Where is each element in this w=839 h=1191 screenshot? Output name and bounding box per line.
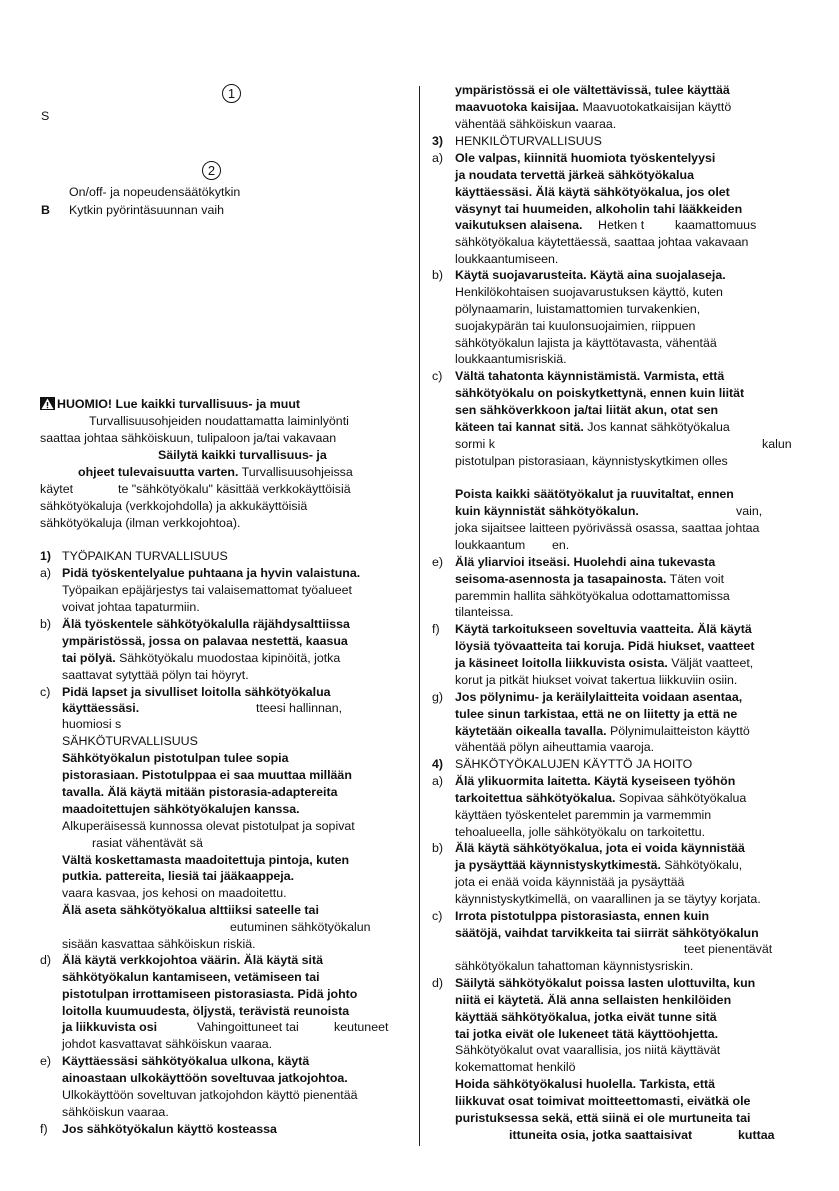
warning-line: Turvallisuusohjeiden noudattamatta laiminlyönti (89, 414, 349, 428)
text-line: Pidä työskentelyalue puhtaana ja hyvin valaistuna. (62, 566, 361, 580)
text-line (455, 99, 731, 116)
warning-triangle-icon (40, 397, 55, 410)
text-line: kuttaa (738, 1128, 775, 1142)
text-line: maadoitettujen sähkötyökalujen kanssa. (62, 802, 300, 816)
text-line: vain, (736, 504, 763, 518)
item-label: b) (432, 841, 444, 855)
text-bold: tai pölyä. (62, 651, 116, 665)
text-line: pölynaamarin, luistamattomien turvakenkien, (455, 302, 701, 316)
warning-line: käytet (40, 482, 74, 496)
warning-bold: ohjeet tulevaisuutta varten. (78, 465, 239, 479)
text-line: teet pienentävät (684, 942, 773, 956)
text-line: jota ei enää voida käynnistää ja pysäyttää (455, 875, 685, 889)
text-bold: käytetään oikealla tavalla. (455, 724, 607, 738)
text-line: Ole valpas, kiinnitä huomiota työskentelyysi (455, 151, 716, 165)
text-line: väsynyt tai huumeiden, alkoholin tahi lääkkeiden (455, 202, 743, 216)
text-line: tehoalueella, jolle sähkötyökalu on tarkoitettu. (455, 825, 706, 839)
warning-line: sähkötyökaluja (verkkojohdolla) ja akkukäyttöisiä (40, 499, 308, 513)
text-line: Säilytä sähkötyökalut poissa lasten ulottuvilta, kun (455, 976, 756, 990)
text-line: puristuksessa sekä, että siinä ei ole murtuneita tai (455, 1111, 751, 1125)
text-line: Älä aseta sähkötyökalua alttiiksi sateelle tai (62, 903, 319, 917)
onoff-switch-text: On/off- ja nopeudensäätökytkin (69, 185, 241, 199)
text-line: kuin käynnistät sähkötyökalun. (455, 504, 639, 518)
text-line: loukkaantum (455, 538, 526, 552)
item-label: a) (40, 566, 52, 580)
text-line (455, 571, 724, 588)
text-line (455, 419, 730, 436)
text-line: sähkötyökalun lajista ja käyttötavasta, vähentää (455, 336, 717, 350)
text-line: tavalla. Älä käytä mitään pistorasia-adaptereita (62, 785, 338, 799)
text-line: kokemattomat henkilö (455, 1060, 576, 1074)
text-line: kalun (762, 437, 792, 451)
text-line: loitolla kuumuudesta, öljystä, terävistä reunoista (62, 1004, 350, 1018)
text-line: käyttää sähkötyökalua, jotka eivät tunne sitä (455, 1010, 717, 1024)
text-line: Henkilökohtaisen suojavarustuksen käyttö, kuten (455, 285, 723, 299)
text-rest: Sähkötyökalu muodostaa kipinöitä, jotka (119, 651, 341, 665)
text-line: Käytä tarkoitukseen soveltuvia vaatteita. Älä käytä (455, 622, 752, 636)
text-line: säätöjä, vaihdat tarvikkeita tai siirrät sähkötyökalun (455, 926, 759, 940)
text-line: sähkötyökalua käytettäessä, saattaa johtaa vakavaan (455, 235, 749, 249)
text-bold: maavuotoka kaisijaa. (455, 100, 579, 114)
section-number: 1) (40, 549, 52, 563)
text-line: käyttäen työskentelet paremmin ja varmemmin (455, 808, 712, 822)
section-title-tool-use: SÄHKÖTYÖKALUJEN KÄYTTÖ JA HOITO (455, 757, 693, 771)
item-label: c) (432, 909, 443, 923)
callout-number-2: 2 (202, 161, 221, 180)
section-number: 4) (432, 757, 444, 771)
text-line: johdot kasvattavat sähköiskun vaaraa. (62, 1037, 273, 1051)
text-line: pistorasiaan. Pistotulppaa ei saa muuttaa millään (62, 768, 352, 782)
warning-line: saattaa johtaa sähköiskuun, tulipaloon ja/tai vakavaan (40, 431, 337, 445)
callout-number-1: 1 (222, 84, 241, 103)
text-line: tilanteissa. (455, 605, 514, 619)
text-line: niitä ei käytetä. Älä anna sellaisten henkilöiden (455, 993, 732, 1007)
text-line: sähkötyökalu on poiskytkettynä, ennen kuin liität (455, 386, 745, 400)
text-bold: tarkoitettua sähkötyökalua. (455, 791, 616, 805)
text-bold: seisoma-asennosta ja tasapainosta. (455, 572, 667, 586)
text-rest: Jos kannat sähkötyökalua (587, 420, 730, 434)
text-line: vähentää sähköiskun vaaraa. (455, 117, 617, 131)
text-line: ainoastaan ulkokäyttöön soveltuvaa jatkojohtoa. (62, 1071, 348, 1085)
text-rest: Väljät vaatteet, (671, 656, 754, 670)
text-rest: Maavuotokatkaisijan käyttö (582, 100, 732, 114)
text-line: tteesi hallinnan, (256, 701, 343, 715)
item-label: e) (432, 555, 444, 569)
text-line: sisään kasvattaa sähköiskun riskiä. (62, 937, 256, 951)
text-line: tulee sinun tarkistaa, että ne on liitetty ja että ne (455, 707, 738, 721)
text-line: huomiosi s (62, 717, 122, 731)
text-line: käyttäessäsi. Älä käytä sähkötyökalua, jos olet (455, 185, 730, 199)
text-line: saattavat sytyttää pölyn tai höyryt. (62, 668, 249, 682)
text-rest: Täten voit (669, 572, 725, 586)
column-divider (419, 86, 420, 1146)
text-line: sähköiskun vaaraa. (62, 1105, 169, 1119)
b-label: B (41, 203, 50, 217)
text-line: pistotulpan irrottamiseen pistorasiasta. Pidä johto (62, 987, 358, 1001)
text-line: vaara kasvaa, jos kehosi on maadoitettu. (62, 886, 287, 900)
text-line: Ulkokäyttöön soveltuvan jatkojohdon käyttö pienentää (62, 1088, 358, 1102)
text-line: keutuneet (334, 1020, 389, 1034)
direction-switch-text: Kytkin pyörintäsuunnan vaih (69, 203, 224, 217)
text-line: Poista kaikki säätötyökalut ja ruuvitaltat, ennen (455, 487, 734, 501)
warning-line: te "sähkötyökalu" käsittää verkkokäyttöisiä (118, 482, 351, 496)
text-bold: käteen tai kannat sitä. (455, 420, 584, 434)
warning-title (40, 396, 300, 413)
item-label: c) (40, 685, 51, 699)
section-title-personal-safety: HENKILÖTURVALLISUUS (455, 134, 602, 148)
text-line: ympäristössä, jossa on palavaa nestettä, kaasua (62, 634, 348, 648)
section-title-work-area: TYÖPAIKAN TURVALLISUUS (62, 549, 228, 563)
text-line (455, 723, 750, 740)
item-label: f) (40, 1122, 48, 1136)
text-line: Pidä lapset ja sivulliset loitolla sähkötyökalua (62, 685, 331, 699)
text-line: loukkaantumisriskiä. (455, 352, 567, 366)
text-line (455, 857, 742, 874)
warning-title-text: HUOMIO! Lue kaikki turvallisuus- ja muut (57, 397, 301, 411)
text-rest: Sopivaa sähkötyökalua (618, 791, 747, 805)
text-bold: ja käsineet loitolla liikkuvista osista. (455, 656, 668, 670)
text-line: en. (552, 538, 570, 552)
text-line: Hetken t (598, 218, 645, 232)
text-line: vähentää pölyn aiheuttamia vaaroja. (455, 740, 655, 754)
text-line: loukkaantumiseen. (455, 252, 559, 266)
text-line: eutuminen sähkötyökalun (230, 920, 371, 934)
text-line: sähkötyökalun kantamiseen, vetämiseen tai (62, 970, 320, 984)
text-line: ittuneita osia, jotka saattaisivat (509, 1128, 693, 1142)
text-line: kaamattomuus (675, 218, 757, 232)
text-rest: Pölynimulaitteiston käyttö (609, 724, 750, 738)
warning-line: Säilytä kaikki turvallisuus- ja (158, 448, 327, 462)
warning-rest: Turvallisuusohjeissa (241, 465, 353, 479)
text-line: Hoida sähkötyökalusi huolella. Tarkista, että (455, 1077, 716, 1091)
text-line (455, 655, 753, 672)
item-label: e) (40, 1054, 52, 1068)
text-line: vaikutuksen alaisena. (455, 218, 583, 232)
text-line: ja noudata tervettä järkeä sähkötyökalua (455, 168, 694, 182)
text-line: Älä yliarvioi itseäsi. Huolehdi aina tukevasta (455, 555, 716, 569)
text-line: Älä käytä verkkojohtoa väärin. Älä käytä sitä (62, 953, 324, 967)
text-line: ympäristössä ei ole vältettävissä, tulee käyttää (455, 83, 730, 97)
text-line: sen sähköverkkoon ja/tai liität akun, otat sen (455, 403, 719, 417)
text-line: suojakypärän tai kuulonsuojaimien, riippuen (455, 319, 696, 333)
text-line: ja liikkuvista osi (62, 1020, 158, 1034)
text-line: Jos pölynimu- ja keräilylaitteita voidaan asentaa, (455, 690, 743, 704)
s-label: S (41, 109, 50, 123)
text-line: Alkuperäisessä kunnossa olevat pistotulpat ja sopivat (62, 819, 355, 833)
text-line: löysiä työvaatteita tai koruja. Pidä hiukset, vaatteet (455, 639, 755, 653)
item-label: b) (432, 268, 444, 282)
text-rest: Sähkötyökalu, (664, 858, 743, 872)
text-line: Vältä koskettamasta maadoitettuja pintoja, kuten (62, 853, 350, 867)
text-line: Vahingoittuneet tai (197, 1020, 299, 1034)
text-line: Älä ylikuormita laitetta. Käytä kyseiseen työhön (455, 774, 736, 788)
text-line: joka sijaitsee laitteen pyörivässä osassa, saattaa johtaa (455, 521, 760, 535)
warning-line (78, 464, 353, 481)
text-line: liikkuvat osat toimivat moitteettomasti, eivätkä ole (455, 1094, 751, 1108)
text-line: käynnistyskytkimellä, on vaarallinen ja se täytyy korjata. (455, 892, 761, 906)
text-line: sormi k (455, 437, 495, 451)
text-line: Sähkötyökalun pistotulpan tulee sopia (62, 751, 289, 765)
section-title-electrical: SÄHKÖTURVALLISUUS (62, 734, 198, 748)
text-line: putkia. pattereita, liesiä tai jääkaappeja. (62, 869, 295, 883)
text-line: Älä työskentele sähkötyökalulla räjähdysalttiissa (62, 617, 350, 631)
item-label: a) (432, 774, 444, 788)
section-number: 3) (432, 134, 444, 148)
text-line: Irrota pistotulppa pistorasiasta, ennen kuin (455, 909, 710, 923)
text-line: sähkötyökalun tahattoman käynnistysriskin. (455, 959, 694, 973)
text-line: käyttäessäsi. (62, 701, 140, 715)
text-line: pistotulpan pistorasiaan, käynnistyskytkimen olles (455, 454, 728, 468)
text-line: Käytä suojavarusteita. Käytä aina suojalaseja. (455, 268, 726, 282)
text-line (455, 790, 746, 807)
text-line: Työpaikan epäjärjestys tai valaisemattomat työalueet (62, 583, 352, 597)
item-label: d) (432, 976, 444, 990)
text-line (62, 650, 340, 667)
item-label: g) (432, 690, 444, 704)
text-line: Vältä tahatonta käynnistämistä. Varmista, että (455, 369, 725, 383)
text-line: Sähkötyökalut ovat vaarallisia, jos niitä käyttävät (455, 1043, 721, 1057)
text-line: Käyttäessäsi sähkötyökalua ulkona, käytä (62, 1054, 310, 1068)
text-line: paremmin hallita sähkötyökalua odottamattomissa (455, 589, 730, 603)
text-line: korut ja pitkät hiukset voivat takertua liikkuviin osiin. (455, 673, 738, 687)
item-label: b) (40, 617, 52, 631)
item-label: c) (432, 369, 443, 383)
warning-line: sähkötyökaluja (ilman verkkojohtoa). (40, 516, 241, 530)
text-line: Jos sähkötyökalun käyttö kosteassa (62, 1122, 277, 1136)
text-line: voivat johtaa tapaturmiin. (62, 600, 200, 614)
item-label: a) (432, 151, 444, 165)
text-line: rasiat vähentävät sä (92, 836, 203, 850)
item-label: d) (40, 953, 52, 967)
text-line: Älä käytä sähkötyökalua, jota ei voida käynnistää (455, 841, 745, 855)
item-label: f) (432, 622, 440, 636)
text-bold: ja pysäyttää käynnistyskytkimestä. (455, 858, 661, 872)
text-line: tai jotka eivät ole lukeneet tätä käyttöohjetta. (455, 1027, 719, 1041)
